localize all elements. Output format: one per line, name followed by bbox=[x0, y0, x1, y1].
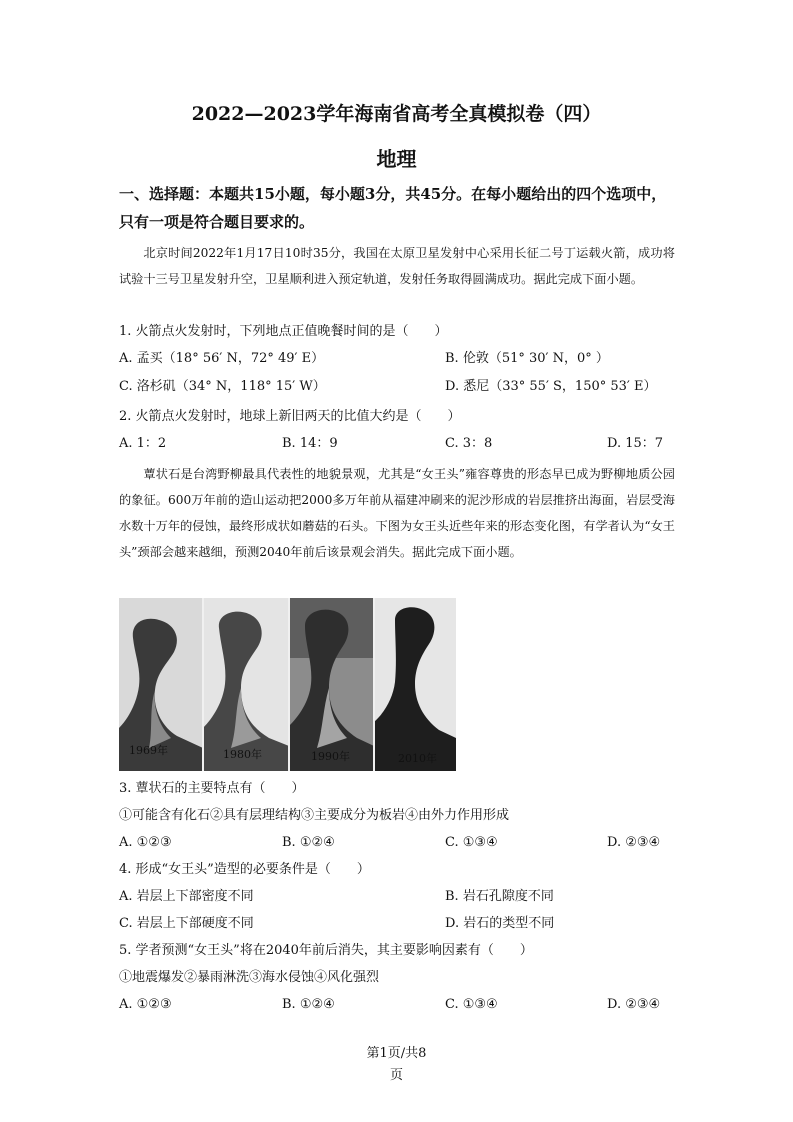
question-3-option-c: C. ①③④ bbox=[445, 835, 498, 850]
question-1-stem: 1. 火箭点火发射时，下列地点正值晚餐时间的是（ ） bbox=[119, 324, 448, 339]
question-4-stem: 4. 形成“女王头”造型的必要条件是（ ） bbox=[119, 862, 370, 877]
photo-panel-1990 bbox=[289, 598, 374, 771]
queen-head-rock-photo bbox=[119, 598, 456, 771]
photo-panel-2010 bbox=[374, 598, 456, 771]
passage-queen-head-rock: 蕈状石是台湾野柳最具代表性的地貌景观，尤其是“女王头”雍容尊贵的形态早已成为野柳地质公园的象征。600万年前的造山运动把2000多万年前从福建冲刷来的泥沙形成的岩层推挤出海面，岩层受海水数十万年的侵蚀，最终形成状如蘑菇的石头。下图为女王头近些年来的形态变化图，有学者认为“女王头”颈部会越来越细，预测2040年前后该景观会消失。据此完成下面小题。 bbox=[119, 467, 675, 559]
question-2-option-c: C. 3：8 bbox=[445, 436, 493, 451]
question-3-option-b: B. ①②④ bbox=[282, 835, 335, 850]
label-2010: 2010年 bbox=[398, 752, 437, 765]
question-4-option-c: C. 岩层上下部硬度不同 bbox=[119, 916, 254, 931]
question-1-option-b: B. 伦敦（51° 30′ N，0° ） bbox=[445, 351, 609, 366]
photo-panel-1980 bbox=[203, 598, 289, 771]
question-5-option-b: B. ①②④ bbox=[282, 997, 335, 1012]
question-3-stem: 3. 蕈状石的主要特点有（ ） bbox=[119, 781, 305, 796]
question-1-option-c: C. 洛杉矶（34° N，118° 15′ W） bbox=[119, 379, 326, 394]
label-1990: 1990年 bbox=[311, 750, 350, 763]
question-3-option-a: A. ①②③ bbox=[119, 835, 172, 850]
label-1980: 1980年 bbox=[223, 748, 262, 761]
question-5-stem: 5. 学者预测“女王头”将在2040年前后消失，其主要影响因素有（ ） bbox=[119, 943, 533, 958]
question-5-option-a: A. ①②③ bbox=[119, 997, 172, 1012]
passage-rocket-launch: 北京时间2022年1月17日10时35分，我国在太原卫星发射中心采用长征二号丁运载火箭，成功将试验十三号卫星发射升空，卫星顺利进入预定轨道，发射任务取得圆满成功。据此完成下面小题。 bbox=[119, 246, 675, 286]
question-5-items: ①地震爆发②暴雨淋洗③海水侵蚀④风化强烈 bbox=[119, 970, 380, 985]
question-4-option-a: A. 岩层上下部密度不同 bbox=[119, 889, 254, 904]
label-1969: 1969年 bbox=[129, 744, 168, 757]
subject-title: 地理 bbox=[376, 147, 417, 171]
question-3-option-d: D. ②③④ bbox=[607, 835, 661, 850]
question-3-items: ①可能含有化石②具有层理结构③主要成分为板岩④由外力作用形成 bbox=[119, 808, 510, 823]
question-5-option-d: D. ②③④ bbox=[607, 997, 661, 1012]
question-1-option-d: D. 悉尼（33° 55′ S，150° 53′ E） bbox=[445, 379, 657, 394]
question-1-option-a: A. 孟买（18° 56′ N，72° 49′ E） bbox=[119, 351, 325, 366]
question-2-stem: 2. 火箭点火发射时，地球上新旧两天的比值大约是（ ） bbox=[119, 409, 461, 424]
question-2-option-b: B. 14：9 bbox=[282, 436, 338, 451]
page-number-line1: 第1页/共8 bbox=[366, 1046, 427, 1061]
question-4-option-b: B. 岩石孔隙度不同 bbox=[445, 889, 554, 904]
question-4-option-d: D. 岩石的类型不同 bbox=[445, 916, 555, 931]
question-5-option-c: C. ①③④ bbox=[445, 997, 498, 1012]
page-title: 2022—2023学年海南省高考全真模拟卷（四） bbox=[191, 103, 602, 125]
question-2-option-a: A. 1：2 bbox=[119, 436, 167, 451]
section-heading: 一、选择题：本题共15小题，每小题3分，共45分。在每小题给出的四个选项中，只有一项是符合题目要求的。 bbox=[119, 185, 667, 231]
question-2-option-d: D. 15：7 bbox=[607, 436, 664, 451]
page-number-line2: 页 bbox=[389, 1068, 403, 1083]
